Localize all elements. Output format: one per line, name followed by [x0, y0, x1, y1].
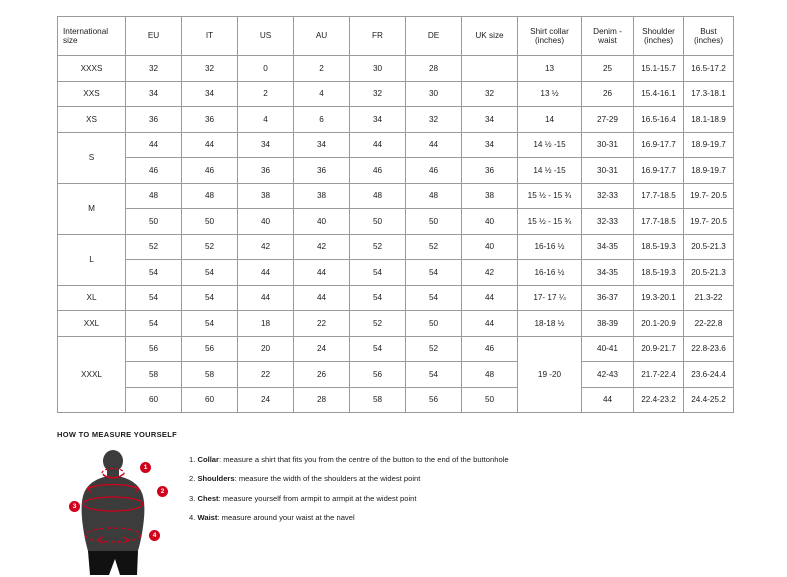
col-header-international-size: International size — [58, 17, 126, 56]
table-cell: 26 — [294, 362, 350, 388]
measure-step-number: 3. — [189, 493, 196, 503]
table-cell: 52 — [182, 234, 238, 260]
table-cell: 52 — [406, 234, 462, 260]
table-cell: 16.9-17.7 — [634, 132, 684, 158]
table-cell: 26 — [582, 81, 634, 107]
table-cell: 17.7-18.5 — [634, 183, 684, 209]
measure-figure — [57, 447, 177, 575]
col-header-shoulder: Shoulder (inches) — [634, 17, 684, 56]
table-cell: 50 — [182, 209, 238, 235]
table-cell: 44 — [294, 260, 350, 286]
table-cell: 20.5-21.3 — [684, 234, 734, 260]
table-cell: 48 — [182, 183, 238, 209]
measure-step-label: Chest — [197, 493, 219, 503]
table-cell: 14 ½ -15 — [518, 132, 582, 158]
table-cell: 13 ½ — [518, 81, 582, 107]
table-cell: 2 — [238, 81, 294, 107]
table-cell: 16.5-16.4 — [634, 107, 684, 133]
bullet-marker-4: 4 — [149, 530, 160, 541]
table-cell: 56 — [350, 362, 406, 388]
measure-step-label: Shoulders — [197, 474, 235, 484]
table-cell: 32 — [182, 56, 238, 82]
table-cell: 4 — [238, 107, 294, 133]
table-cell: 24 — [238, 387, 294, 413]
table-cell: 18.1-18.9 — [684, 107, 734, 133]
table-row — [58, 209, 734, 235]
measure-step — [189, 474, 509, 484]
table-cell: 18.9-19.7 — [684, 132, 734, 158]
col-header-de: DE — [406, 17, 462, 56]
table-cell: 34-35 — [582, 234, 634, 260]
table-cell: 32-33 — [582, 209, 634, 235]
table-cell: 30 — [350, 56, 406, 82]
torso-illustration-icon — [57, 447, 177, 577]
table-cell: 30-31 — [582, 158, 634, 184]
table-cell: 28 — [406, 56, 462, 82]
table-cell: 56 — [126, 336, 182, 362]
table-cell: 16-16 ½ — [518, 234, 582, 260]
measure-step-label: Collar — [197, 455, 219, 464]
measure-step — [189, 513, 509, 523]
row-header-size: M — [58, 183, 126, 234]
table-cell: 58 — [182, 362, 238, 388]
size-table-body — [58, 56, 734, 413]
table-cell: 22.4-23.2 — [634, 387, 684, 413]
table-cell: 36 — [126, 107, 182, 133]
table-cell: 46 — [126, 158, 182, 184]
row-header-size: L — [58, 234, 126, 285]
table-cell: 17.7-18.5 — [634, 209, 684, 235]
table-cell: 40 — [462, 209, 518, 235]
table-cell: 34 — [350, 107, 406, 133]
table-row — [58, 311, 734, 337]
table-cell: 44 — [350, 132, 406, 158]
table-cell: 54 — [126, 260, 182, 286]
table-cell: 15 ½ - 15 ¾ — [518, 183, 582, 209]
measure-steps-list — [177, 447, 509, 532]
table-cell: 44 — [238, 260, 294, 286]
col-header-fr: FR — [350, 17, 406, 56]
size-table — [57, 16, 734, 413]
table-cell: 54 — [350, 285, 406, 311]
col-header-bust: Bust (inches) — [684, 17, 734, 56]
table-cell: 15 ½ - 15 ¾ — [518, 209, 582, 235]
bullet-marker-3: 3 — [69, 501, 80, 512]
table-cell — [462, 56, 518, 82]
table-row — [58, 234, 734, 260]
table-cell: 36-37 — [582, 285, 634, 311]
table-row — [58, 183, 734, 209]
table-cell: 16-16 ½ — [518, 260, 582, 286]
table-cell: 36 — [462, 158, 518, 184]
table-cell: 54 — [406, 260, 462, 286]
row-header-size: XXXS — [58, 56, 126, 82]
measure-step-label: Waist — [197, 512, 218, 522]
table-cell: 54 — [406, 285, 462, 311]
measure-step-text: : measure a shirt that fits you from the centre of the button to the end of the buttonhole — [219, 455, 509, 464]
table-cell: 32 — [462, 81, 518, 107]
measure-step-number: 4. — [189, 512, 196, 522]
table-cell: 46 — [462, 336, 518, 362]
table-cell: 18-18 ½ — [518, 311, 582, 337]
table-row — [58, 260, 734, 286]
table-cell: 56 — [182, 336, 238, 362]
table-cell: 6 — [294, 107, 350, 133]
col-header-eu: EU — [126, 17, 182, 56]
table-cell: 58 — [126, 362, 182, 388]
table-row — [58, 56, 734, 82]
table-cell: 32 — [126, 56, 182, 82]
table-cell: 48 — [462, 362, 518, 388]
table-cell: 60 — [182, 387, 238, 413]
how-to-measure-section — [57, 430, 733, 575]
table-cell: 46 — [350, 158, 406, 184]
table-cell: 54 — [182, 285, 238, 311]
table-cell: 20.5-21.3 — [684, 260, 734, 286]
bullet-marker-2: 2 — [157, 486, 168, 497]
table-cell: 44 — [462, 311, 518, 337]
table-cell: 44 — [582, 387, 634, 413]
table-cell: 30 — [406, 81, 462, 107]
table-cell: 46 — [406, 158, 462, 184]
table-cell: 38 — [294, 183, 350, 209]
table-cell: 32 — [350, 81, 406, 107]
col-header-it: IT — [182, 17, 238, 56]
table-cell: 18.9-19.7 — [684, 158, 734, 184]
bullet-marker-1: 1 — [140, 462, 151, 473]
table-row — [58, 285, 734, 311]
table-cell: 50 — [406, 311, 462, 337]
table-cell: 22-22.8 — [684, 311, 734, 337]
size-table-header — [58, 17, 734, 56]
table-cell: 15.1-15.7 — [634, 56, 684, 82]
table-cell: 40 — [294, 209, 350, 235]
table-cell: 20.9-21.7 — [634, 336, 684, 362]
col-header-uk-size: UK size — [462, 17, 518, 56]
table-cell: 36 — [294, 158, 350, 184]
col-header-au: AU — [294, 17, 350, 56]
table-cell: 32-33 — [582, 183, 634, 209]
table-cell: 40 — [462, 234, 518, 260]
table-cell: 42 — [294, 234, 350, 260]
table-cell: 15.4-16.1 — [634, 81, 684, 107]
table-cell: 54 — [126, 285, 182, 311]
table-cell: 54 — [350, 336, 406, 362]
table-row — [58, 387, 734, 413]
table-cell: 28 — [294, 387, 350, 413]
table-cell: 50 — [350, 209, 406, 235]
table-cell: 34 — [462, 132, 518, 158]
table-cell: 54 — [182, 260, 238, 286]
table-cell: 19.3-20.1 — [634, 285, 684, 311]
table-cell: 40 — [238, 209, 294, 235]
table-cell: 20.1-20.9 — [634, 311, 684, 337]
table-cell: 20 — [238, 336, 294, 362]
table-cell: 34 — [126, 81, 182, 107]
measure-step — [189, 455, 509, 465]
table-cell: 54 — [350, 260, 406, 286]
measure-step-number: 1. — [189, 455, 196, 464]
table-cell: 22.8-23.6 — [684, 336, 734, 362]
table-cell: 34 — [182, 81, 238, 107]
table-cell: 54 — [182, 311, 238, 337]
table-cell: 0 — [238, 56, 294, 82]
table-cell: 18 — [238, 311, 294, 337]
table-cell: 4 — [294, 81, 350, 107]
how-to-measure-title: HOW TO MEASURE YOURSELF — [57, 430, 177, 439]
table-cell: 25 — [582, 56, 634, 82]
col-header-shirt-collar: Shirt collar (inches) — [518, 17, 582, 56]
table-cell: 36 — [182, 107, 238, 133]
table-cell: 19.7- 20.5 — [684, 183, 734, 209]
table-cell: 52 — [126, 234, 182, 260]
table-cell: 22 — [294, 311, 350, 337]
table-cell: 46 — [182, 158, 238, 184]
table-cell: 44 — [406, 132, 462, 158]
table-cell: 18.5-19.3 — [634, 260, 684, 286]
table-cell: 44 — [182, 132, 238, 158]
table-cell: 34 — [238, 132, 294, 158]
table-cell: 24.4-25.2 — [684, 387, 734, 413]
row-header-size: XL — [58, 285, 126, 311]
table-cell: 52 — [350, 311, 406, 337]
table-cell: 17- 17 ¼ — [518, 285, 582, 311]
measure-step-text: : measure around your waist at the navel — [217, 512, 355, 522]
table-cell: 22 — [238, 362, 294, 388]
row-header-size: XS — [58, 107, 126, 133]
table-cell: 21.3-22 — [684, 285, 734, 311]
how-to-measure-body — [57, 447, 733, 575]
table-row — [58, 158, 734, 184]
table-cell: 58 — [350, 387, 406, 413]
table-cell: 30-31 — [582, 132, 634, 158]
col-header-denim-waist: Denim - waist — [582, 17, 634, 56]
table-cell: 60 — [126, 387, 182, 413]
table-row — [58, 336, 734, 362]
table-cell: 40-41 — [582, 336, 634, 362]
table-cell: 38 — [238, 183, 294, 209]
table-cell: 21.7-22.4 — [634, 362, 684, 388]
table-cell: 42 — [462, 260, 518, 286]
table-cell: 18.5-19.3 — [634, 234, 684, 260]
table-cell: 48 — [126, 183, 182, 209]
table-cell: 50 — [406, 209, 462, 235]
table-row — [58, 107, 734, 133]
cell-shirt-collar: 19 -20 — [518, 336, 582, 413]
table-cell: 14 ½ -15 — [518, 158, 582, 184]
table-cell: 14 — [518, 107, 582, 133]
table-cell: 16.9-17.7 — [634, 158, 684, 184]
table-cell: 50 — [462, 387, 518, 413]
table-cell: 32 — [406, 107, 462, 133]
table-cell: 34 — [294, 132, 350, 158]
table-cell: 44 — [462, 285, 518, 311]
table-cell: 52 — [406, 336, 462, 362]
table-cell: 42 — [238, 234, 294, 260]
table-cell: 19.7- 20.5 — [684, 209, 734, 235]
measure-step-text: : measure the width of the shoulders at the widest point — [234, 474, 421, 484]
table-cell: 52 — [350, 234, 406, 260]
table-cell: 23.6-24.4 — [684, 362, 734, 388]
row-header-size: XXXL — [58, 336, 126, 413]
table-cell: 48 — [406, 183, 462, 209]
table-cell: 44 — [126, 132, 182, 158]
table-cell: 16.5-17.2 — [684, 56, 734, 82]
table-cell: 54 — [126, 311, 182, 337]
table-cell: 44 — [294, 285, 350, 311]
table-cell: 54 — [406, 362, 462, 388]
measure-step-text: : measure yourself from armpit to armpit at the widest point — [218, 493, 417, 503]
table-cell: 36 — [238, 158, 294, 184]
row-header-size: XXS — [58, 81, 126, 107]
table-cell: 13 — [518, 56, 582, 82]
measure-step-number: 2. — [189, 474, 196, 484]
table-cell: 42-43 — [582, 362, 634, 388]
table-cell: 34 — [462, 107, 518, 133]
size-table-container — [57, 16, 733, 413]
table-cell: 56 — [406, 387, 462, 413]
measure-step — [189, 494, 509, 504]
table-cell: 48 — [350, 183, 406, 209]
table-row — [58, 362, 734, 388]
table-cell: 24 — [294, 336, 350, 362]
table-row — [58, 132, 734, 158]
col-header-us: US — [238, 17, 294, 56]
table-cell: 50 — [126, 209, 182, 235]
row-header-size: XXL — [58, 311, 126, 337]
table-cell: 44 — [238, 285, 294, 311]
table-cell: 38-39 — [582, 311, 634, 337]
table-cell: 27-29 — [582, 107, 634, 133]
table-cell: 17.3-18.1 — [684, 81, 734, 107]
table-row — [58, 81, 734, 107]
table-cell: 2 — [294, 56, 350, 82]
row-header-size: S — [58, 132, 126, 183]
table-cell: 38 — [462, 183, 518, 209]
table-header-row — [58, 17, 734, 56]
table-cell: 34-35 — [582, 260, 634, 286]
